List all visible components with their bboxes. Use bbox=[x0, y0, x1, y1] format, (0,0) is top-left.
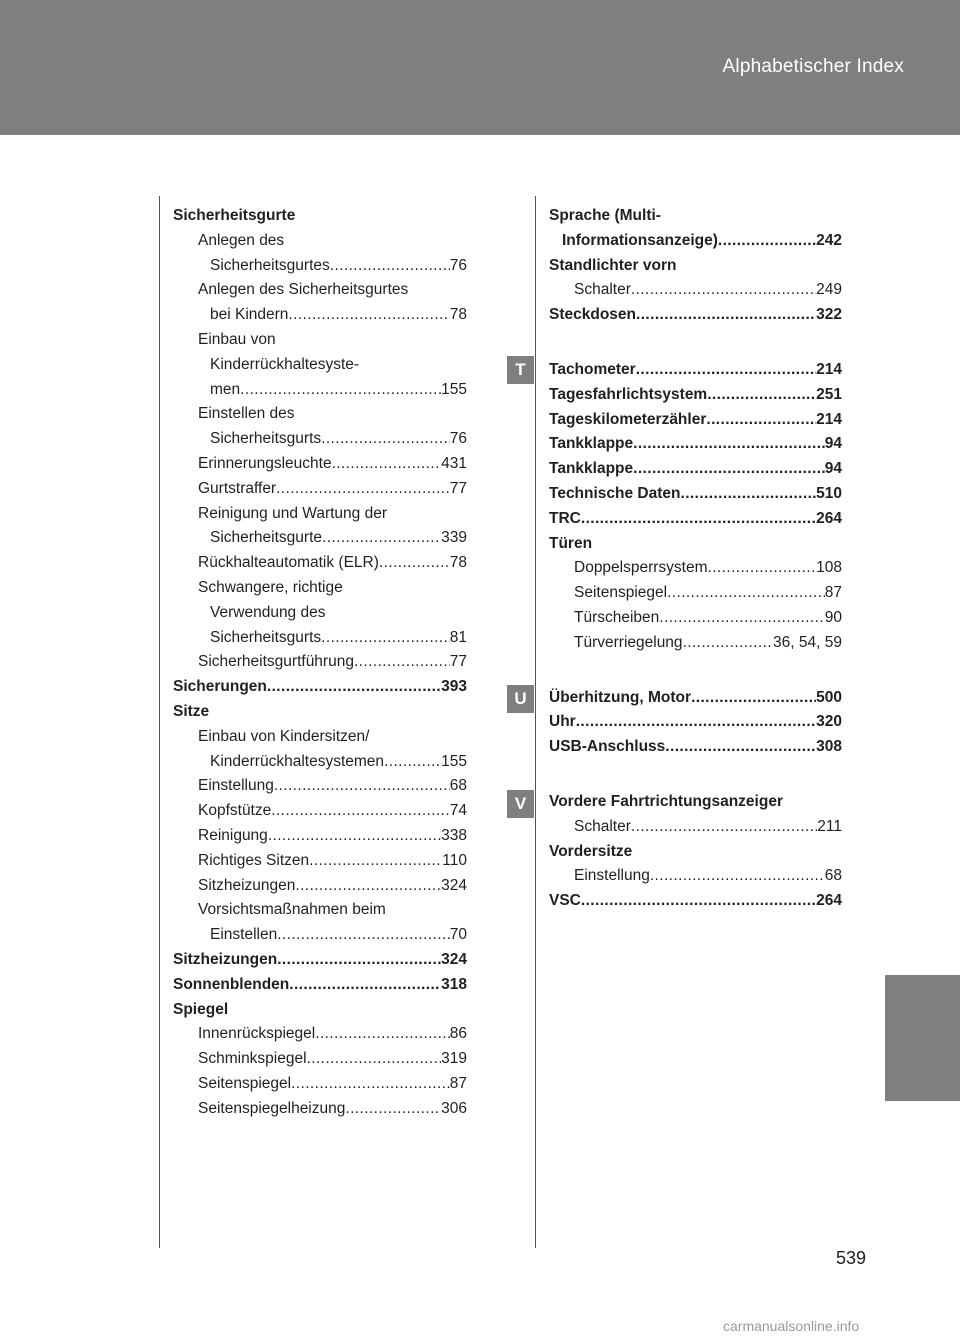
index-entry: bei Kindern ..... 78 bbox=[173, 303, 467, 328]
page-ref: 77 bbox=[449, 479, 467, 497]
index-entry: Uhr ..... 320 bbox=[549, 710, 842, 735]
page-ref: 86 bbox=[449, 1025, 467, 1043]
index-entry: Tankklappe ..... 94 bbox=[549, 432, 842, 457]
page-ref: 431 bbox=[441, 454, 467, 472]
page-ref: 76 bbox=[449, 256, 467, 274]
index-entry: Reinigung ..... 338 bbox=[173, 824, 467, 849]
page-ref: 68 bbox=[824, 867, 842, 885]
column-divider-middle bbox=[535, 196, 536, 1248]
index-subentry: Kinderrückhaltesyste- bbox=[210, 355, 360, 373]
index-entry: Tankklappe ..... 94 bbox=[549, 457, 842, 482]
page-ref: 306 bbox=[441, 1099, 467, 1117]
page-ref: 308 bbox=[816, 738, 842, 756]
index-subentry: Einbau von bbox=[198, 330, 276, 348]
page-number: 539 bbox=[836, 1248, 867, 1268]
index-heading: Vordersitze bbox=[549, 842, 633, 860]
index-entry: Innenrückspiegel ..... 86 bbox=[173, 1022, 467, 1047]
page-ref: 319 bbox=[441, 1050, 467, 1068]
index-subentry: Verwendung des bbox=[210, 603, 326, 621]
column-divider-left bbox=[159, 196, 160, 1248]
page-ref: 77 bbox=[449, 653, 467, 671]
page-ref: 500 bbox=[816, 688, 842, 706]
page-ref: 242 bbox=[816, 231, 842, 249]
page-ref: 94 bbox=[824, 460, 842, 478]
page-ref: 393 bbox=[441, 678, 467, 696]
index-entry: Sitzheizungen ..... 324 bbox=[173, 948, 467, 973]
index-entry: Sonnenblenden ..... 318 bbox=[173, 973, 467, 998]
page-ref: 68 bbox=[449, 777, 467, 795]
page-ref: 251 bbox=[816, 385, 842, 403]
index-entry: Sicherheitsgurtführung ..... 77 bbox=[173, 650, 467, 675]
index-entry: Türverriegelung ..... 36, 54, 59 bbox=[549, 631, 842, 656]
index-column-right bbox=[549, 204, 842, 914]
index-subentry: Anlegen des Sicherheitsgurtes bbox=[198, 281, 409, 299]
index-entry: Rückhalteautomatik (ELR) ..... 78 bbox=[173, 551, 467, 576]
index-heading: Sitze bbox=[173, 702, 210, 720]
page-ref: 108 bbox=[816, 559, 842, 577]
letter-marker-t: T bbox=[507, 356, 534, 384]
index-entry: Kinderrückhaltesystemen ..... 155 bbox=[173, 750, 467, 775]
index-entry: Tageskilometerzähler ..... 214 bbox=[549, 408, 842, 433]
index-entry: men ..... 155 bbox=[173, 378, 467, 403]
index-entry: Technische Daten ..... 510 bbox=[549, 482, 842, 507]
index-entry: Seitenspiegel ..... 87 bbox=[173, 1072, 467, 1097]
index-subentry: Einstellen des bbox=[198, 405, 295, 423]
index-entry: TRC ..... 264 bbox=[549, 507, 842, 532]
index-entry: Sicherungen ..... 393 bbox=[173, 675, 467, 700]
page-ref: 211 bbox=[817, 817, 842, 835]
index-heading: Sprache (Multi- bbox=[549, 207, 661, 224]
page-ref: 155 bbox=[441, 752, 467, 770]
index-entry: Sitzheizungen ..... 324 bbox=[173, 874, 467, 899]
page-ref: 324 bbox=[441, 950, 467, 968]
index-heading: Standlichter vorn bbox=[549, 256, 677, 274]
index-heading: Vordere Fahrtrichtungsanzeiger bbox=[549, 792, 783, 810]
index-heading: Türen bbox=[549, 534, 593, 552]
index-subentry: Anlegen des bbox=[198, 231, 285, 249]
page-ref: 338 bbox=[441, 826, 467, 844]
page-ref: 90 bbox=[824, 608, 842, 626]
page-ref: 339 bbox=[441, 529, 467, 547]
index-entry: Doppelsperrsystem ..... 108 bbox=[549, 556, 842, 581]
header-title: Alphabetischer Index bbox=[722, 56, 904, 77]
index-entry: Gurtstraffer ..... 77 bbox=[173, 477, 467, 502]
index-subentry: Schwangere, richtige bbox=[198, 578, 343, 596]
letter-marker-v: V bbox=[507, 790, 534, 818]
header-bar bbox=[0, 0, 960, 135]
index-entry: Einstellung ..... 68 bbox=[173, 774, 467, 799]
page-ref: 87 bbox=[449, 1074, 467, 1092]
index-entry: VSC ..... 264 bbox=[549, 889, 842, 914]
side-thumb-tab bbox=[885, 975, 960, 1101]
page-ref: 155 bbox=[441, 380, 467, 398]
page-ref: 264 bbox=[816, 892, 842, 910]
watermark-text: carmanualsonline.info bbox=[723, 1318, 860, 1334]
page-ref: 70 bbox=[449, 926, 467, 944]
index-entry: Steckdosen ..... 322 bbox=[549, 303, 842, 328]
page-ref: 510 bbox=[816, 484, 842, 502]
index-entry: Schminkspiegel ..... 319 bbox=[173, 1047, 467, 1072]
page-ref: 318 bbox=[441, 975, 467, 993]
index-subentry: Reinigung und Wartung der bbox=[198, 504, 387, 522]
index-entry: Sicherheitsgurte ..... 339 bbox=[173, 526, 467, 551]
page-ref: 87 bbox=[824, 584, 842, 602]
index-entry: Informationsanzeige) ..... 242 bbox=[549, 229, 842, 254]
page-ref: 78 bbox=[449, 554, 467, 572]
page-ref: 81 bbox=[449, 628, 467, 646]
index-entry: Sicherheitsgurts ..... 76 bbox=[173, 427, 467, 452]
index-entry: Erinnerungsleuchte ..... 431 bbox=[173, 452, 467, 477]
index-subentry: Einbau von Kindersitzen/ bbox=[198, 727, 370, 745]
index-heading: Sicherheitsgurte bbox=[173, 207, 296, 224]
index-entry: Überhitzung, Motor ..... 500 bbox=[549, 686, 842, 711]
page-ref: 249 bbox=[816, 281, 842, 299]
page-ref: 324 bbox=[441, 876, 467, 894]
index-entry: Richtiges Sitzen ..... 110 bbox=[173, 849, 467, 874]
index-entry: Tachometer ..... 214 bbox=[549, 358, 842, 383]
index-subentry: Vorsichtsmaßnahmen beim bbox=[198, 901, 386, 919]
page-ref: 320 bbox=[816, 713, 842, 731]
index-entry: Sicherheitsgurts ..... 81 bbox=[173, 626, 467, 651]
index-entry: Schalter ..... 211 bbox=[549, 815, 842, 840]
index-entry: Türscheiben ..... 90 bbox=[549, 606, 842, 631]
index-entry: Tagesfahrlichtsystem ..... 251 bbox=[549, 383, 842, 408]
index-entry: Schalter ..... 249 bbox=[549, 278, 842, 303]
index-entry: Einstellen ..... 70 bbox=[173, 923, 467, 948]
index-entry: Seitenspiegelheizung ..... 306 bbox=[173, 1097, 467, 1122]
page-ref: 264 bbox=[816, 509, 842, 527]
page-ref: 322 bbox=[816, 306, 842, 324]
page-ref: 78 bbox=[449, 306, 467, 324]
page-ref: 94 bbox=[824, 435, 842, 453]
page-ref: 36, 54, 59 bbox=[773, 633, 842, 651]
index-entry: Einstellung ..... 68 bbox=[549, 864, 842, 889]
page-ref: 214 bbox=[816, 410, 842, 428]
page-ref: 74 bbox=[449, 802, 467, 820]
index-column-left bbox=[173, 204, 467, 1121]
index-entry: Seitenspiegel ..... 87 bbox=[549, 581, 842, 606]
page-ref: 214 bbox=[816, 360, 842, 378]
letter-marker-u: U bbox=[507, 685, 534, 713]
page-ref: 76 bbox=[449, 430, 467, 448]
index-heading: Spiegel bbox=[173, 1000, 229, 1018]
index-entry: Kopfstütze ..... 74 bbox=[173, 799, 467, 824]
page-ref: 110 bbox=[442, 851, 467, 869]
index-entry: USB-Anschluss ..... 308 bbox=[549, 735, 842, 760]
index-entry: Sicherheitsgurtes ..... 76 bbox=[173, 254, 467, 279]
